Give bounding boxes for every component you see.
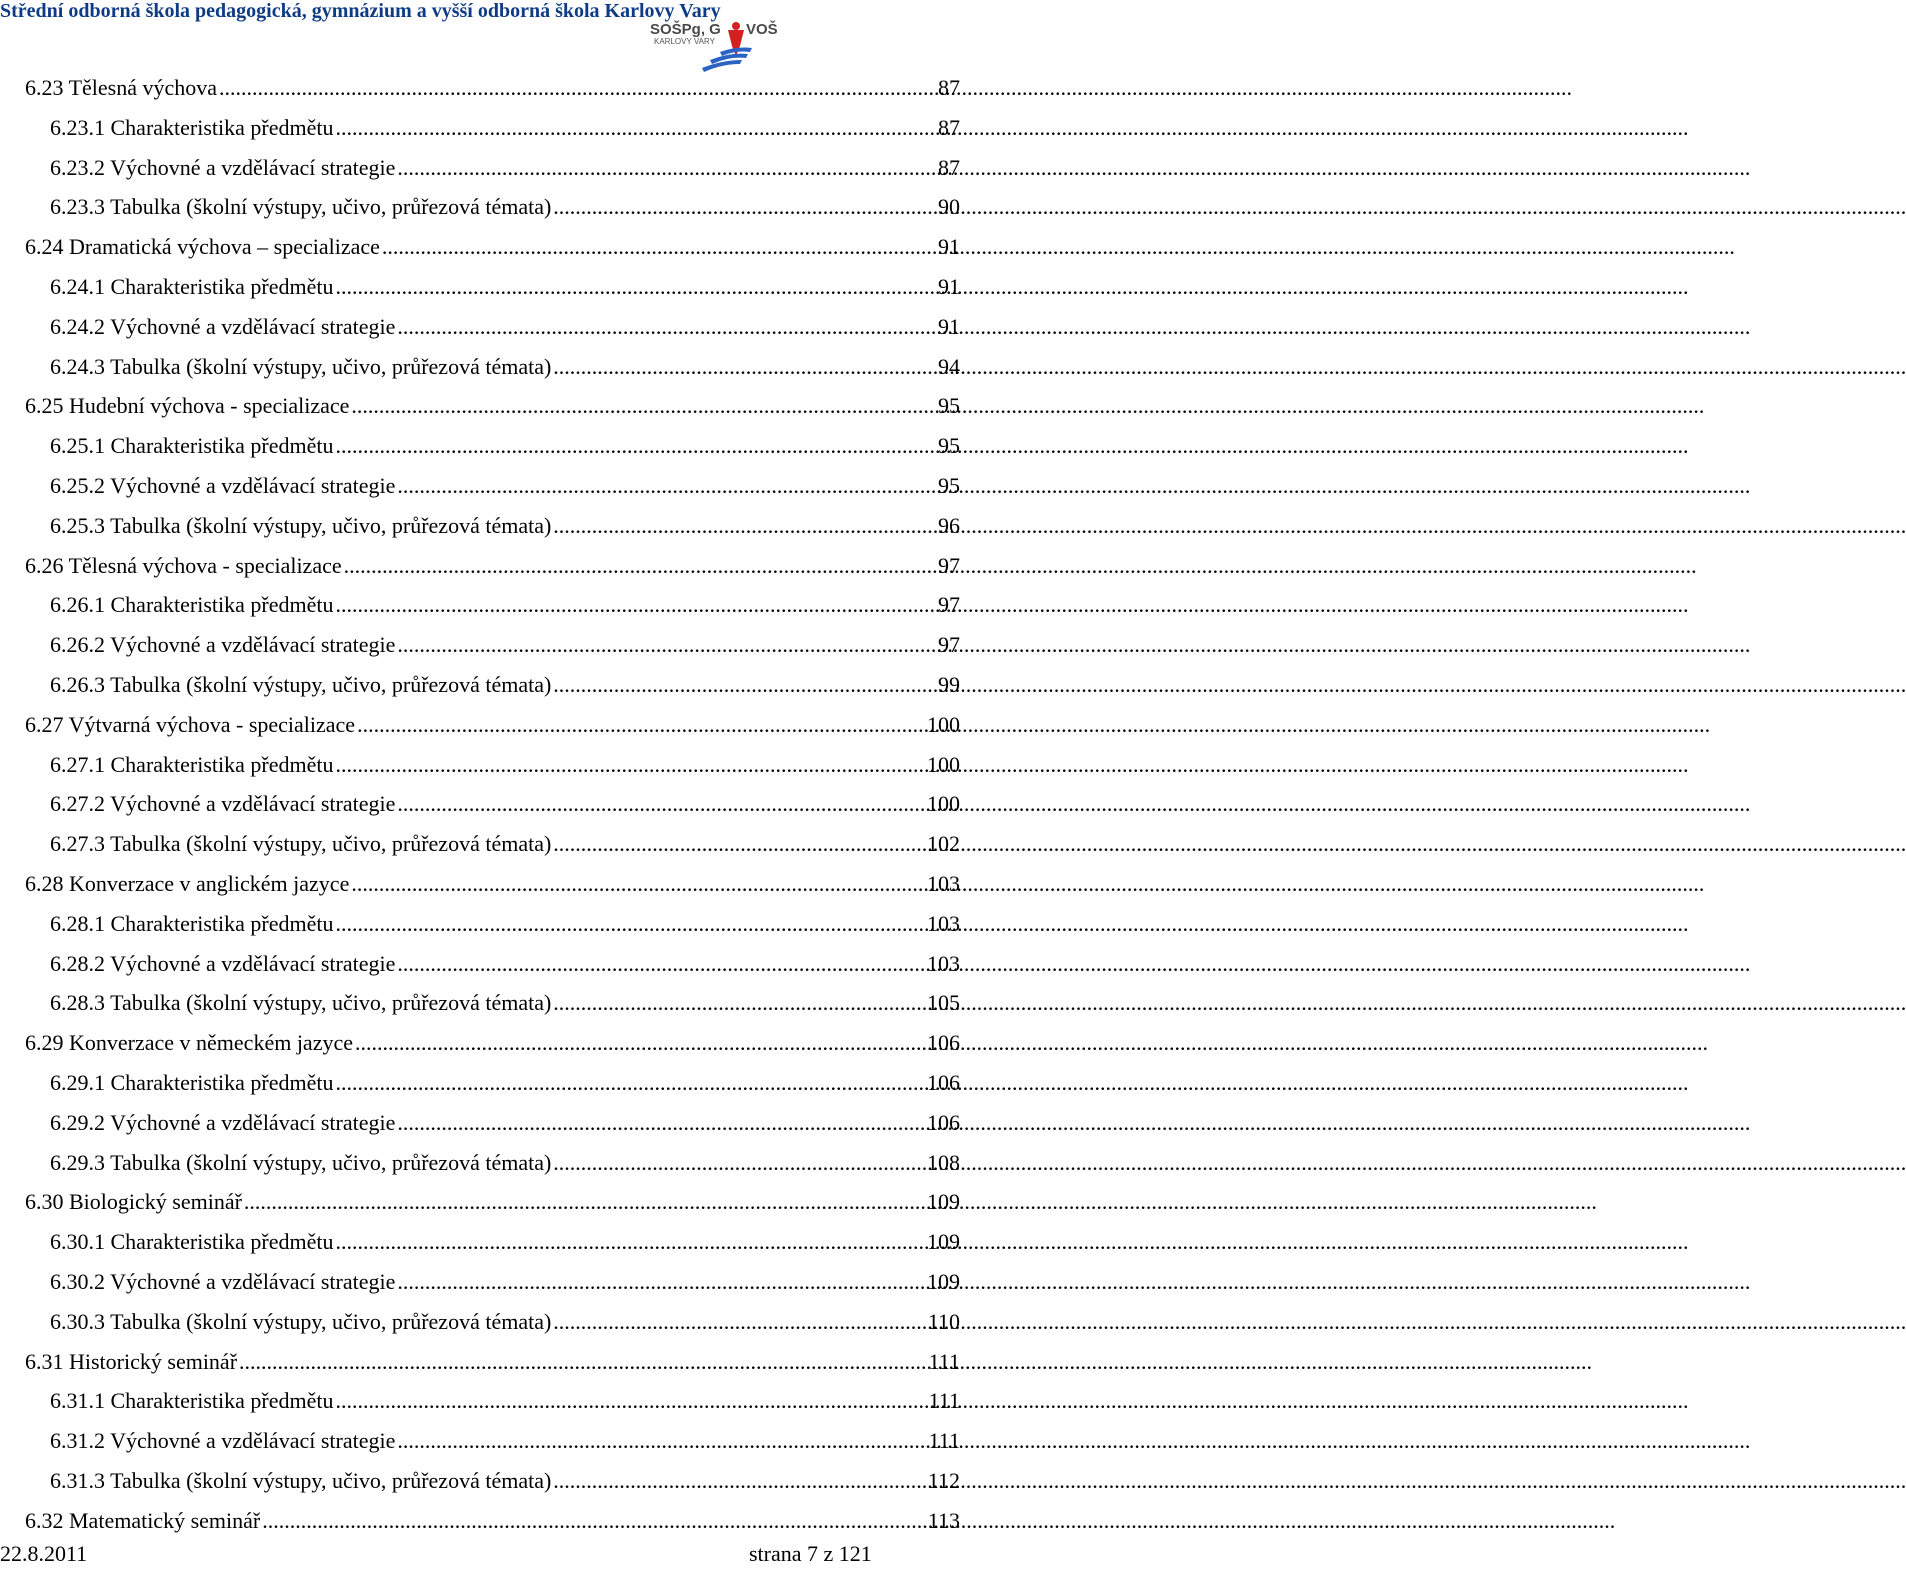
toc-dot-leader <box>553 1150 925 1176</box>
toc-entry-title: 6.29.3 Tabulka (školní výstupy, učivo, průřezová témata) <box>50 1149 552 1175</box>
toc-dot-leader <box>553 513 936 539</box>
toc-dot-leader <box>335 752 925 778</box>
toc-subsection-entry[interactable] <box>50 1143 960 1183</box>
toc-dot-leader <box>553 672 936 698</box>
toc-entry-page: 94 <box>938 353 960 379</box>
toc-dot-leader <box>244 1189 925 1215</box>
toc-entry-title: 6.28 Konverzace v anglickém jazyce <box>25 871 350 896</box>
toc-dot-leader <box>351 393 936 419</box>
toc-entry-page: 99 <box>938 672 960 697</box>
toc-entry-page: 91 <box>938 313 960 339</box>
svg-text:KARLOVY VARY: KARLOVY VARY <box>654 37 715 46</box>
toc-entry-page: 105 <box>927 990 960 1016</box>
school-logo <box>648 18 778 72</box>
toc-section-entry[interactable] <box>25 386 960 426</box>
toc-subsection-entry[interactable] <box>50 745 960 785</box>
toc-dot-leader <box>219 75 936 101</box>
toc-section-entry[interactable] <box>25 1023 960 1063</box>
toc-subsection-entry[interactable] <box>50 506 960 546</box>
toc-entry-page: 109 <box>927 1269 960 1294</box>
toc-section-entry[interactable] <box>25 1342 960 1382</box>
page-footer <box>0 1541 960 1570</box>
toc-dot-leader <box>553 194 936 220</box>
toc-dot-leader <box>335 1388 926 1414</box>
toc-entry-page: 109 <box>927 1229 960 1255</box>
toc-entry-title: 6.24 Dramatická výchova – specializace <box>25 234 380 260</box>
toc-entry-title: 6.23 Tělesná výchova <box>25 75 218 100</box>
toc-dot-leader <box>553 831 925 857</box>
toc-entry-title: 6.27.3 Tabulka (školní výstupy, učivo, průřezová témata) <box>50 831 552 857</box>
toc-subsection-entry[interactable] <box>50 347 960 387</box>
toc-entry-title: 6.25.3 Tabulka (školní výstupy, učivo, průřezová témata) <box>50 512 552 538</box>
toc-entry-page: 110 <box>927 1308 960 1334</box>
toc-subsection-entry[interactable] <box>50 426 960 466</box>
toc-section-entry[interactable] <box>25 1182 960 1222</box>
toc-entry-page: 106 <box>927 1070 960 1095</box>
toc-section-entry[interactable] <box>25 227 960 267</box>
toc-entry-page: 96 <box>938 512 960 538</box>
school-logo-icon <box>648 18 778 72</box>
toc-entry-page: 112 <box>927 1468 960 1493</box>
toc-dot-leader <box>397 314 936 340</box>
toc-entry-title: 6.25 Hudební výchova - specializace <box>25 393 350 419</box>
svg-text:SOŠPg, G: SOŠPg, G <box>650 21 721 38</box>
toc-dot-leader <box>397 951 925 977</box>
toc-entry-page: 100 <box>927 791 960 817</box>
toc-entry-page: 106 <box>927 1109 960 1135</box>
toc-entry-title: 6.26.3 Tabulka (školní výstupy, učivo, průřezová témata) <box>50 672 552 697</box>
toc-dot-leader <box>397 155 936 181</box>
toc-entry-title: 6.25.2 Výchovné a vzdělávací strategie <box>50 473 396 498</box>
toc-entry-title: 6.31.3 Tabulka (školní výstupy, učivo, průřezová témata) <box>50 1468 552 1493</box>
toc-subsection-entry[interactable] <box>50 824 960 864</box>
toc-entry-page: 91 <box>938 274 960 299</box>
toc-subsection-entry[interactable] <box>50 1381 960 1421</box>
toc-entry-page: 111 <box>928 1348 960 1374</box>
toc-dot-leader <box>397 1428 926 1454</box>
toc-dot-leader <box>335 1229 925 1255</box>
toc-dot-leader <box>351 871 925 897</box>
toc-subsection-entry[interactable] <box>50 267 960 307</box>
toc-dot-leader <box>355 1030 925 1056</box>
toc-entry-page: 97 <box>938 592 960 618</box>
toc-entry-page: 108 <box>927 1149 960 1175</box>
toc-subsection-entry[interactable] <box>50 466 960 506</box>
toc-entry-page: 102 <box>927 831 960 857</box>
toc-entry-page: 106 <box>927 1030 960 1056</box>
toc-entry-title: 6.31 Historický seminář <box>25 1348 238 1374</box>
page-header <box>0 0 960 72</box>
toc-entry-title: 6.31.2 Výchovné a vzdělávací strategie <box>50 1428 396 1454</box>
toc-entry-title: 6.24.3 Tabulka (školní výstupy, učivo, průřezová témata) <box>50 353 552 379</box>
toc-entry-title: 6.27.2 Výchovné a vzdělávací strategie <box>50 791 396 817</box>
toc-dot-leader <box>382 234 936 260</box>
toc-dot-leader <box>262 1508 926 1534</box>
toc-section-entry[interactable] <box>25 546 960 586</box>
toc-entry-page: 87 <box>938 114 960 140</box>
toc-entry-title: 6.28.2 Výchovné a vzdělávací strategie <box>50 950 396 976</box>
toc-dot-leader <box>335 911 925 937</box>
toc-entry-title: 6.28.3 Tabulka (školní výstupy, učivo, průřezová témata) <box>50 990 552 1016</box>
toc-dot-leader <box>335 274 936 300</box>
toc-entry-page: 95 <box>938 393 960 419</box>
toc-dot-leader <box>553 1468 926 1494</box>
toc-entry-page: 103 <box>927 871 960 896</box>
toc-subsection-entry[interactable] <box>50 904 960 944</box>
toc-dot-leader <box>553 990 925 1016</box>
toc-dot-leader <box>397 1110 925 1136</box>
toc-entry-title: 6.23.2 Výchovné a vzdělávací strategie <box>50 154 396 180</box>
toc-subsection-entry[interactable] <box>50 983 960 1023</box>
toc-dot-leader <box>335 115 936 141</box>
toc-subsection-entry[interactable] <box>50 148 960 188</box>
toc-entry-title: 6.26.1 Charakteristika předmětu <box>50 592 334 618</box>
toc-entry-title: 6.29 Konverzace v německém jazyce <box>25 1030 353 1056</box>
toc-entry-title: 6.30.1 Charakteristika předmětu <box>50 1229 334 1255</box>
toc-entry-page: 103 <box>927 910 960 936</box>
toc-entry-title: 6.32 Matematický seminář <box>25 1507 261 1533</box>
toc-subsection-entry[interactable] <box>50 307 960 347</box>
toc-entry-title: 6.29.1 Charakteristika předmětu <box>50 1070 334 1095</box>
toc-entry-title: 6.30 Biologický seminář <box>25 1189 242 1215</box>
toc-dot-leader <box>397 1269 925 1295</box>
toc-dot-leader <box>553 354 936 380</box>
toc-subsection-entry[interactable] <box>50 665 960 705</box>
toc-subsection-entry[interactable] <box>50 108 960 148</box>
toc-dot-leader <box>344 553 936 579</box>
toc-entry-page: 100 <box>927 751 960 777</box>
footer-page-number: strana 7 z 121 <box>749 1541 872 1566</box>
toc-entry-page: 97 <box>938 632 960 658</box>
toc-section-entry[interactable] <box>25 705 960 745</box>
toc-dot-leader <box>335 1070 925 1096</box>
toc-subsection-entry[interactable] <box>50 1222 960 1262</box>
toc-entry-title: 6.26 Tělesná výchova - specializace <box>25 552 342 578</box>
toc-subsection-entry[interactable] <box>50 784 960 824</box>
footer-date: 22.8.2011 <box>0 1541 88 1566</box>
toc-entry-page: 95 <box>938 433 960 459</box>
toc-subsection-entry[interactable] <box>50 1103 960 1143</box>
toc-subsection-entry[interactable] <box>50 1461 960 1501</box>
toc-section-entry[interactable] <box>25 864 960 904</box>
school-name-header: Střední odborná škola pedagogická, gymnázium a vyšší odborná škola Karlovy Vary <box>0 0 721 22</box>
toc-entry-title: 6.24.1 Charakteristika předmětu <box>50 274 334 299</box>
toc-dot-leader <box>397 473 936 499</box>
toc-entry-page: 111 <box>928 1388 960 1414</box>
svg-text:VOŠ: VOŠ <box>746 21 778 38</box>
toc-entry-page: 87 <box>938 154 960 180</box>
toc-entry-title: 6.26.2 Výchovné a vzdělávací strategie <box>50 632 396 658</box>
toc-subsection-entry[interactable] <box>50 187 960 227</box>
toc-entry-title: 6.24.2 Výchovné a vzdělávací strategie <box>50 313 396 339</box>
toc-entry-title: 6.27.1 Charakteristika předmětu <box>50 751 334 777</box>
toc-entry-title: 6.23.1 Charakteristika předmětu <box>50 114 334 140</box>
toc-entry-page: 111 <box>928 1428 960 1454</box>
toc-subsection-entry[interactable] <box>50 1063 960 1103</box>
toc-entry-title: 6.30.3 Tabulka (školní výstupy, učivo, průřezová témata) <box>50 1308 552 1334</box>
toc-dot-leader <box>335 433 936 459</box>
toc-entry-title: 6.30.2 Výchovné a vzdělávací strategie <box>50 1269 396 1294</box>
toc-subsection-entry[interactable] <box>50 1302 960 1342</box>
toc-entry-page: 95 <box>938 473 960 498</box>
toc-entry-page: 91 <box>938 234 960 260</box>
toc-entry-page: 97 <box>938 552 960 578</box>
toc-subsection-entry[interactable] <box>50 1421 960 1461</box>
toc-entry-page: 109 <box>927 1189 960 1215</box>
toc-entry-title: 6.29.2 Výchovné a vzdělávací strategie <box>50 1109 396 1135</box>
toc-dot-leader <box>239 1349 927 1375</box>
toc-entry-page: 100 <box>927 711 960 737</box>
toc-subsection-entry[interactable] <box>50 585 960 625</box>
toc-subsection-entry[interactable] <box>50 944 960 984</box>
toc-entry-title: 6.28.1 Charakteristika předmětu <box>50 910 334 936</box>
toc-entry-page: 87 <box>938 75 960 100</box>
toc-dot-leader <box>335 592 936 618</box>
toc-entry-title: 6.25.1 Charakteristika předmětu <box>50 433 334 459</box>
toc-subsection-entry[interactable] <box>50 625 960 665</box>
toc-dot-leader <box>397 791 925 817</box>
toc-entry-title: 6.31.1 Charakteristika předmětu <box>50 1388 334 1414</box>
toc-entry-page: 103 <box>927 950 960 976</box>
toc-entry-page: 113 <box>927 1507 960 1533</box>
toc-dot-leader <box>553 1309 926 1335</box>
toc-section-entry[interactable] <box>25 1501 960 1541</box>
toc-dot-leader <box>397 632 936 658</box>
toc-section-entry[interactable] <box>25 68 960 108</box>
toc-dot-leader <box>357 712 925 738</box>
toc-entry-page: 90 <box>938 194 960 220</box>
toc-entry-title: 6.23.3 Tabulka (školní výstupy, učivo, průřezová témata) <box>50 194 552 220</box>
toc-entry-title: 6.27 Výtvarná výchova - specializace <box>25 711 356 737</box>
toc-subsection-entry[interactable] <box>50 1262 960 1302</box>
